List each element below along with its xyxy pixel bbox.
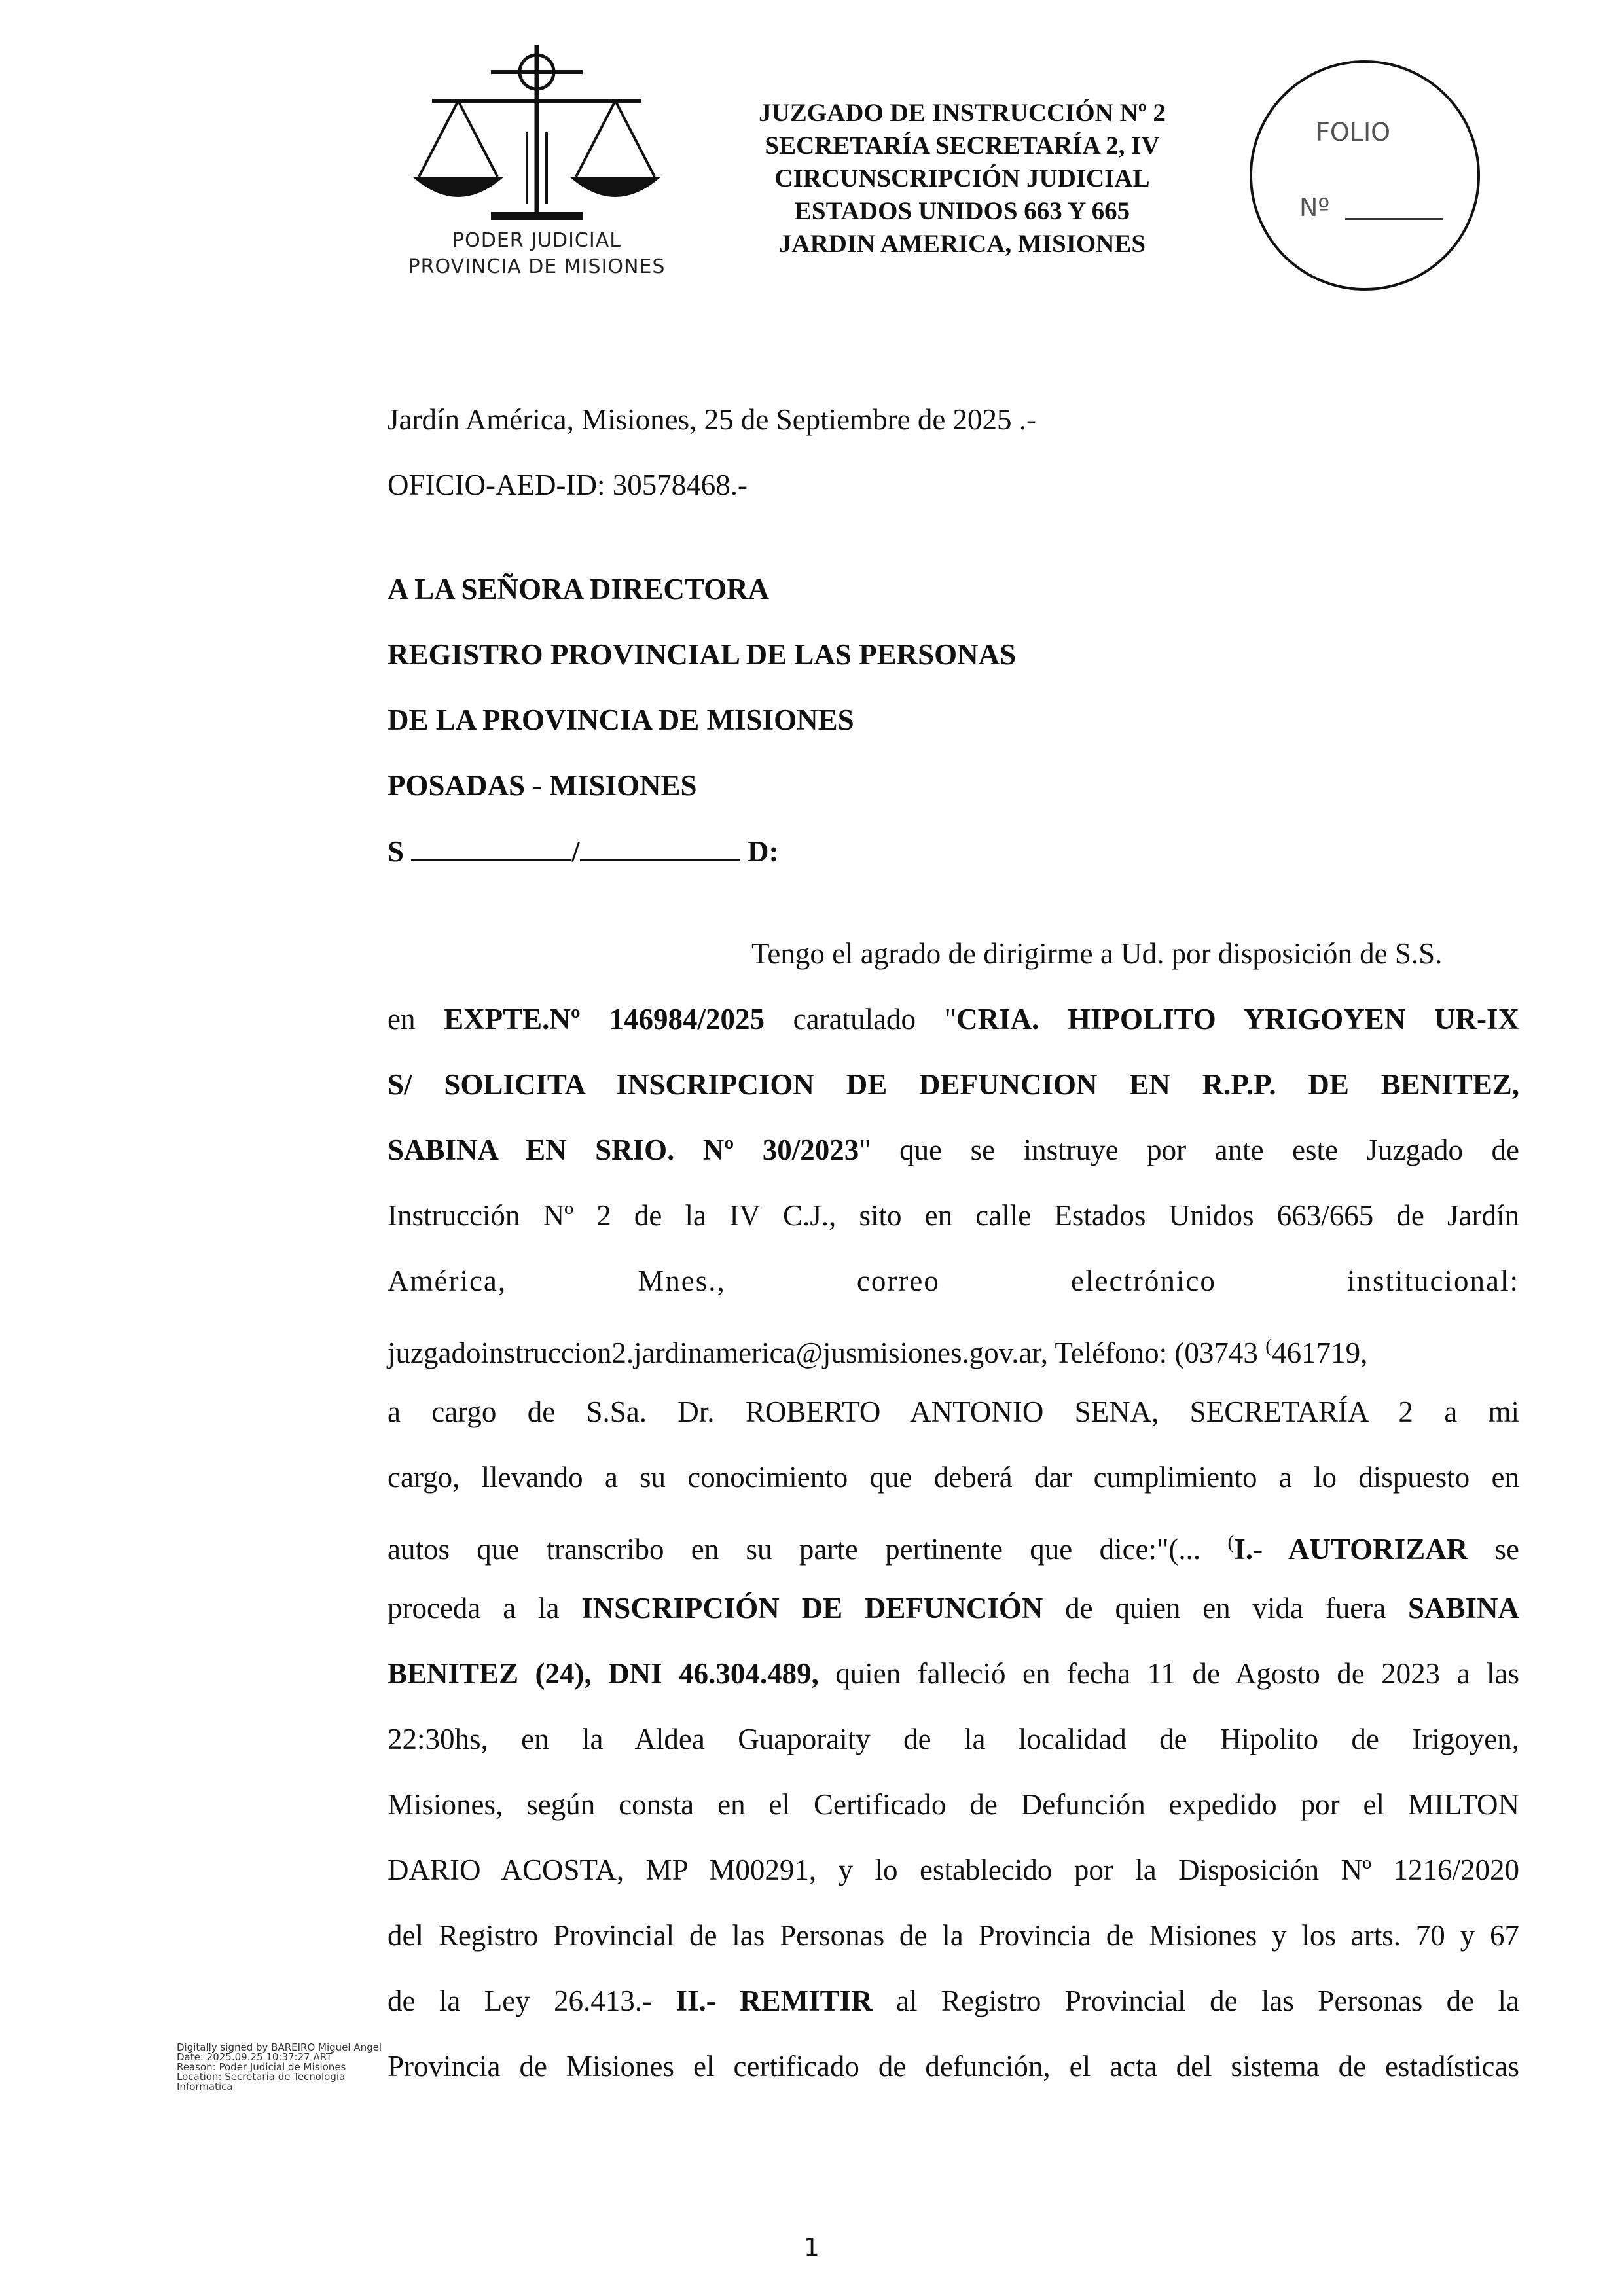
text-run: autos que transcribo en su parte pertinente que dice:"(... bbox=[388, 1533, 1228, 1566]
body-line: a cargo de S.Sa. Dr. ROBERTO ANTONIO SENA, SECRETARÍA 2 a mi bbox=[388, 1395, 1519, 1428]
date-line: Jardín América, Misiones, 25 de Septiembre de 2025 .- bbox=[388, 403, 1037, 436]
emphasis: SABINA bbox=[1407, 1592, 1519, 1624]
signature-line: Location: Secretaria de Tecnologia bbox=[177, 2071, 346, 2083]
text-run: ( bbox=[1265, 1335, 1272, 1357]
body-line: Instrucción Nº 2 de la IV C.J., sito en calle Estados Unidos 663/665 de Jardín bbox=[388, 1199, 1519, 1232]
signature-line: Digitally signed by BAREIRO Miguel Angel bbox=[177, 2041, 382, 2053]
text-run: quien falleció en fecha 11 de Agosto de 2023 a las bbox=[818, 1657, 1519, 1690]
case-title: SABINA EN SRIO. Nº 30/2023 bbox=[388, 1134, 859, 1166]
body-line bbox=[388, 1656, 1519, 1691]
logo-text-line: PODER JUDICIAL bbox=[452, 229, 621, 252]
body-line bbox=[388, 1983, 1519, 2018]
resolution-point: II.- REMITIR bbox=[676, 1984, 873, 2017]
text-run: al Registro Provincial de las Personas de la bbox=[872, 1984, 1519, 2017]
body-line: Tengo el agrado de dirigirme a Ud. por disposición de S.S. bbox=[751, 937, 1443, 970]
addressee-line: POSADAS - MISIONES bbox=[388, 769, 697, 802]
body-line: América, Mnes., correo electrónico institucional: bbox=[388, 1265, 1519, 1297]
case-title: CRIA. HIPOLITO YRIGOYEN UR-IX bbox=[956, 1003, 1519, 1035]
court-line: JUZGADO DE INSTRUCCIÓN Nº 2 bbox=[759, 99, 1166, 127]
salutation bbox=[388, 834, 779, 869]
case-number: EXPTE.Nº 146984/2025 bbox=[444, 1003, 765, 1035]
text-run: " que se instruye por ante este Juzgado de bbox=[859, 1134, 1519, 1166]
text-run: juzgadoinstruccion2.jardinamerica@jusmisiones.gov.ar, Teléfono: (03743 bbox=[388, 1336, 1266, 1369]
oficio-id: OFICIO-AED-ID: 30578468.- bbox=[388, 469, 748, 501]
page-number: 1 bbox=[803, 2233, 820, 2262]
body-line: S/ SOLICITA INSCRIPCION DE DEFUNCION EN R.P.P. DE BENITEZ, bbox=[388, 1068, 1519, 1101]
folio-stamp-circle bbox=[1247, 58, 1483, 293]
folio-number-label: Nº bbox=[1299, 193, 1330, 222]
body-line: DARIO ACOSTA, MP M00291, y lo establecido por la Disposición Nº 1216/2020 bbox=[388, 1854, 1519, 1886]
logo-text-line: PROVINCIA DE MISIONES bbox=[408, 255, 666, 278]
text-run: en bbox=[388, 1003, 444, 1035]
signature-line: Date: 2025.09.25 10:37:27 ART bbox=[177, 2051, 333, 2063]
body-line bbox=[388, 1590, 1519, 1626]
salutation-blank bbox=[580, 836, 740, 861]
court-line: SECRETARÍA SECRETARÍA 2, IV bbox=[765, 132, 1160, 160]
body-line: 22:30hs, en la Aldea Guaporaity de la localidad de Hipolito de Irigoyen, bbox=[388, 1723, 1519, 1755]
addressee-line: A LA SEÑORA DIRECTORA bbox=[388, 573, 770, 605]
emphasis: INSCRIPCIÓN DE DEFUNCIÓN bbox=[581, 1592, 1043, 1624]
text-run: se bbox=[1468, 1533, 1519, 1566]
court-line: CIRCUNSCRIPCIÓN JUDICIAL bbox=[774, 164, 1150, 192]
body-line: del Registro Provincial de las Personas de la Provincia de Misiones y los arts. 70 y 67 bbox=[388, 1919, 1519, 1952]
text-run: de la Ley 26.413.- bbox=[388, 1984, 676, 2017]
body-line: cargo, llevando a su conocimiento que deberá dar cumplimiento a lo dispuesto en bbox=[388, 1461, 1519, 1494]
court-header bbox=[694, 97, 1231, 260]
addressee-line: DE LA PROVINCIA DE MISIONES bbox=[388, 704, 854, 736]
text-run: proceda a la bbox=[388, 1592, 582, 1624]
folio-label: FOLIO bbox=[1316, 118, 1391, 147]
salutation-s: S bbox=[388, 835, 405, 868]
body-line bbox=[388, 1329, 1367, 1371]
court-line: JARDIN AMERICA, MISIONES bbox=[778, 230, 1146, 258]
resolution-point: I.- AUTORIZAR bbox=[1234, 1533, 1468, 1566]
text-run: 461719, bbox=[1272, 1336, 1368, 1369]
text-run: ( bbox=[1227, 1532, 1235, 1553]
folio-number-blank bbox=[1345, 218, 1443, 220]
salutation-slash: / bbox=[571, 835, 580, 868]
body-line: Provincia de Misiones el certificado de defunción, el acta del sistema de estadísticas bbox=[388, 2050, 1519, 2083]
court-line: ESTADOS UNIDOS 663 Y 665 bbox=[794, 197, 1130, 225]
text-run: caratulado " bbox=[764, 1003, 957, 1035]
signature-line: Informatica bbox=[177, 2081, 233, 2092]
salutation-d: D: bbox=[748, 835, 779, 868]
body-line: Misiones, según consta en el Certificado de Defunción expedido por el MILTON bbox=[388, 1788, 1519, 1821]
body-line bbox=[388, 1525, 1519, 1567]
emphasis: BENITEZ (24), DNI 46.304.489, bbox=[388, 1657, 819, 1690]
digital-signature-note bbox=[177, 2043, 393, 2092]
signature-line: Reason: Poder Judicial de Misiones bbox=[177, 2061, 346, 2073]
text-run: de quien en vida fuera bbox=[1043, 1592, 1408, 1624]
salutation-blank bbox=[411, 836, 571, 861]
body-line bbox=[388, 1132, 1519, 1168]
logo-text bbox=[393, 228, 681, 280]
body-line bbox=[388, 1001, 1519, 1037]
addressee-line: REGISTRO PROVINCIAL DE LAS PERSONAS bbox=[388, 638, 1017, 671]
